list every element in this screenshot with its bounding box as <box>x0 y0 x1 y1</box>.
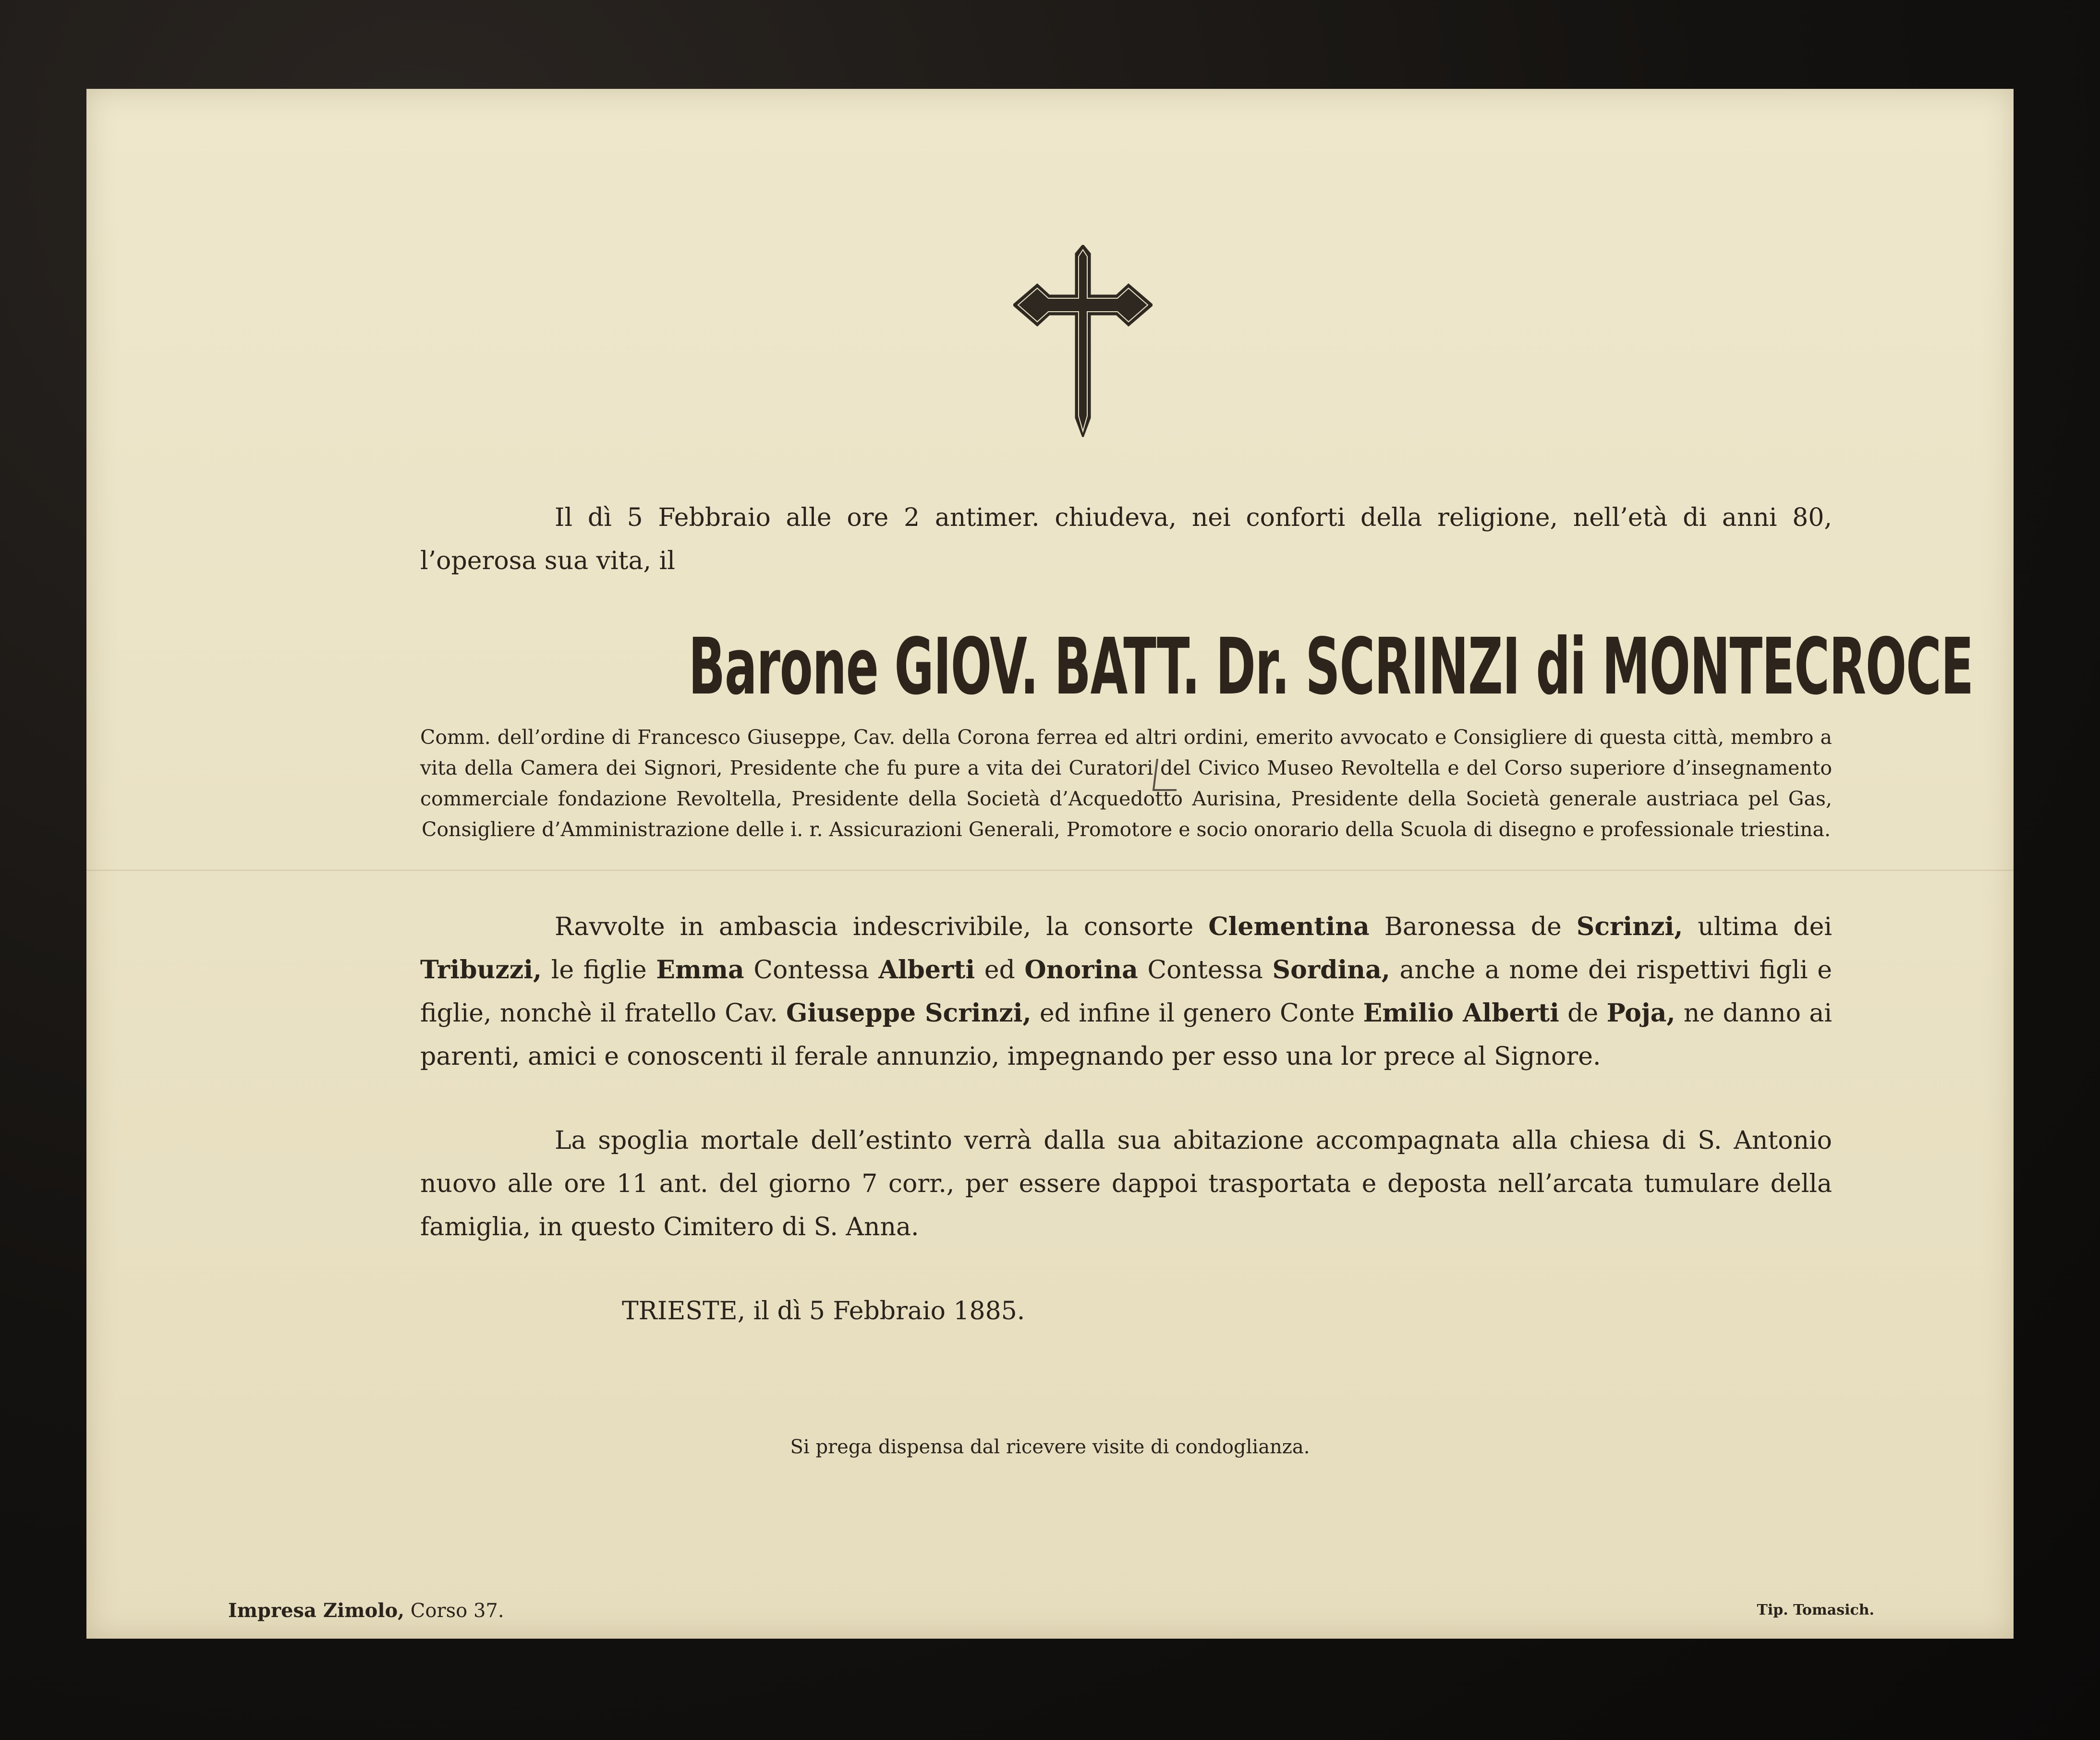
text-run: anche a nome dei rispettivi figli e figlie, nonchè il fratello Cav. <box>420 956 1833 1028</box>
name-alberti: Alberti <box>878 955 975 985</box>
text-run: le figlie <box>542 956 656 985</box>
name-onorina: Onorina <box>1024 955 1138 985</box>
family-announcement <box>420 905 1832 1078</box>
name-emma: Emma <box>656 955 744 985</box>
name-emilio-alberti: Emilio Alberti <box>1363 998 1559 1028</box>
text-run: Baronessa de <box>1369 913 1577 941</box>
paper-fold <box>86 869 2014 871</box>
name-poja: Poja, <box>1606 998 1675 1028</box>
place-date: TRIESTE, il dì 5 Febbraio 1885. <box>622 1297 1025 1326</box>
text-run: ultima dei <box>1683 913 1832 941</box>
printer-imprint: Tip. Tomasich. <box>1757 1602 1874 1618</box>
name-tribuzzi: Tribuzzi, <box>420 955 542 985</box>
text-run: Contessa <box>1138 956 1273 985</box>
condolence-note: Si prega dispensa dal ricevere visite di condoglianza. <box>790 1436 1310 1458</box>
undertaker-address: Corso 37. <box>404 1600 504 1622</box>
name-giuseppe-scrinzi: Giuseppe Scrinzi, <box>786 998 1032 1028</box>
name-scrinzi: Scrinzi, <box>1576 912 1683 941</box>
text-run: ed infine il genero Conte <box>1031 999 1363 1028</box>
name-clementina: Clementina <box>1208 912 1370 941</box>
text-run: Ravvolte in ambascia indescrivibile, la consorte <box>555 913 1209 941</box>
funeral-details: La spoglia mortale dell’estinto verrà dalla sua abitazione accompagnata alla chiesa di S. Antonio nuovo alle ore 11 ant. del giorno 7 corr., per essere dappoi trasportata e deposta nell’arcata tumulare della famiglia, in questo Cimitero di S. Anna. <box>420 1126 1832 1241</box>
undertaker-imprint <box>228 1599 504 1622</box>
cross-icon <box>1013 245 1153 437</box>
honors-paragraph: Comm. dell’ordine di Francesco Giuseppe, Cav. della Corona ferrea ed altri ordini, emerito avvocato e Consigliere di questa città, membro a vita della Camera dei Signori, Presidente che fu pure a vita dei Curatori del Civico Museo Revoltella e del Corso superiore d’insegnamento commerciale fondazione Revoltella, Presidente della Società d’Acquedotto Aurisina, Presidente della Società generale austriaca pel Gas, Consigliere d’Amministrazione delle i. r. Assicurazioni Generali, Promotore e socio onorario della Scuola di disegno e professionale triestina. <box>420 726 1832 841</box>
text-run: ed <box>975 956 1025 985</box>
notice-paper <box>86 89 2014 1639</box>
intro-paragraph: Il dì 5 Febbraio alle ore 2 antimer. chiudeva, nei conforti della religione, nell’età di anni 80, l’operosa sua vita, il <box>420 503 1832 575</box>
undertaker-name: Impresa Zimolo, <box>228 1599 405 1622</box>
text-run: Contessa <box>744 956 879 985</box>
text-run: ne danno ai parenti, amici e conoscenti il ferale annunzio, impegnando per esso una lor prece al Signore. <box>420 999 1833 1071</box>
deceased-name: Barone GIOV. BATT. Dr. SCRINZI di MONTECROCE <box>688 622 1973 712</box>
text-run: de <box>1559 999 1607 1028</box>
name-sordina: Sordina, <box>1272 955 1390 985</box>
